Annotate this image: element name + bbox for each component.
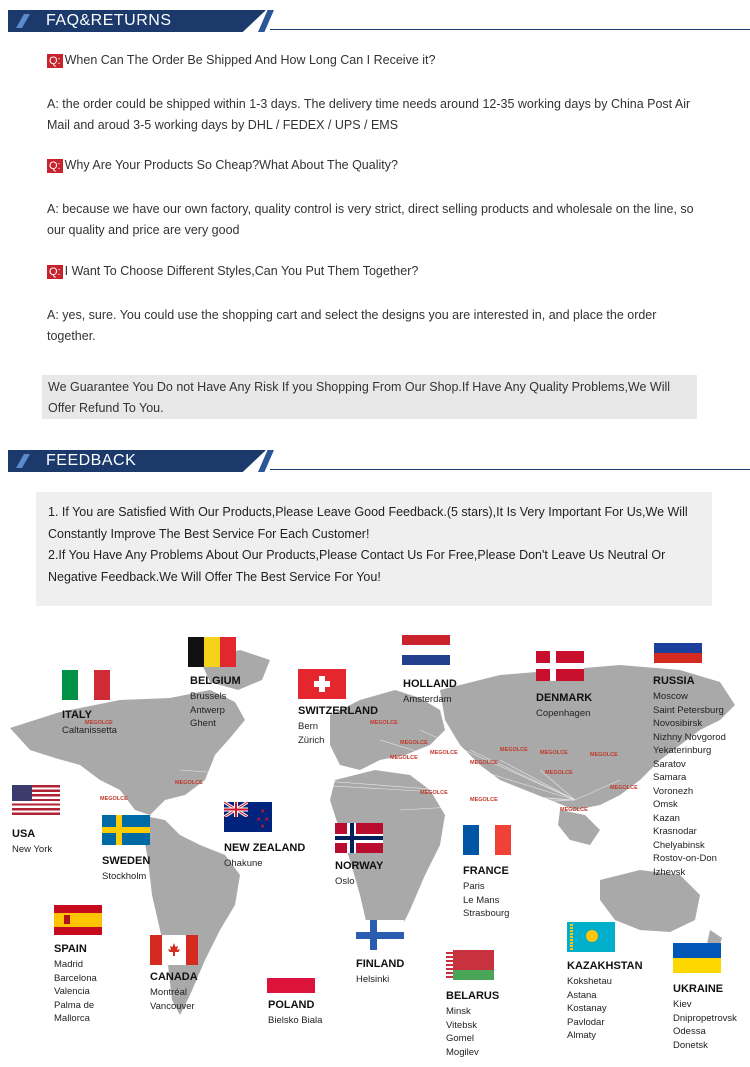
faq-question-2 [47, 158, 398, 173]
question-badge: Q: [49, 160, 61, 172]
route-tag: MEGOLCE [470, 760, 498, 766]
banner-chevron-icon [16, 14, 30, 28]
country-italy: ITALY [62, 709, 92, 721]
cities-new-zealand: Ohakune [224, 858, 263, 869]
canada-flag-icon [150, 935, 198, 965]
route-tag: MEGOLCE [420, 790, 448, 796]
faq-answer-2: A: because we have our own factory, quality control is very strict, direct selling products and wholesale on the line, so our quality and price are very good [47, 202, 694, 237]
cities-denmark: Copenhagen [536, 708, 591, 719]
country-switzerland: SWITZERLAND [298, 705, 379, 717]
route-tag: MEGOLCE [470, 797, 498, 803]
feedback-title: FEEDBACK [46, 452, 137, 469]
guarantee-box: We Guarantee You Do not Have Any Risk If you Shopping From Our Shop.If Have Any Quality Problems,We Will Offer Refund To You. [42, 375, 697, 419]
banner-chevron-icon [16, 454, 30, 468]
route-tag: MEGOLCE [400, 740, 428, 746]
cities-ukraine: Kiev Dnipropetrovsk Odessa Donetsk [673, 999, 737, 1051]
country-kazakhstan: KAZAKHSTAN [567, 960, 643, 972]
sweden-flag-icon [102, 815, 150, 845]
ukraine-flag-icon [673, 943, 721, 973]
world-map [0, 620, 750, 1067]
banner-rule [270, 469, 750, 470]
cities-finland: Helsinki [356, 974, 390, 985]
country-belarus: BELARUS [446, 990, 500, 1002]
faq-banner [8, 10, 750, 32]
route-tag: MEGOLCE [100, 796, 128, 802]
country-norway: NORWAY [335, 860, 384, 872]
cities-spain: Madrid Barcelona Valencia Palma de Mallorca [54, 959, 97, 1024]
route-tag: MEGOLCE [560, 807, 588, 813]
feedback-banner [8, 450, 750, 472]
cities-belgium: Brussels Antwerp Ghent [190, 691, 227, 729]
usa-flag-icon [12, 785, 60, 815]
cities-canada: Montréal Vancouver [150, 987, 195, 1012]
country-holland: HOLLAND [403, 678, 457, 690]
cities-holland: Amsterdam [403, 694, 452, 705]
faq-question-1 [47, 53, 435, 68]
finland-flag-icon [356, 920, 404, 950]
cities-russia: Moscow Saint Petersburg Novosibirsk Nizhny Novgorod Yekaterinburg Saratov Samara Voronezh Omsk Kazan Krasnodar Chelyabinsk Rostov-on-Don Izhevsk [653, 691, 726, 878]
feedback-box [36, 492, 712, 606]
feedback-line-2: 2.If You Have Any Problems About Our Products,Please Contact Us For Free,Please Don't Leave Us Neutral Or Negative Feedback.We Will Offer The Best Service For You! [48, 548, 666, 584]
route-tag: MEGOLCE [545, 770, 573, 776]
faq-question-3 [47, 264, 418, 279]
question-text: When Can The Order Be Shipped And How Long Can I Receive it? [64, 53, 436, 67]
faq-answer-3: A: yes, sure. You could use the shopping cart and select the designs you are interested in, and place the order together. [47, 308, 657, 343]
route-tag: MEGOLCE [85, 720, 113, 726]
russia-flag-icon [654, 633, 702, 663]
country-finland: FINLAND [356, 958, 405, 970]
norway-flag-icon [335, 823, 383, 853]
route-tag: MEGOLCE [540, 750, 568, 756]
country-ukraine: UKRAINE [673, 983, 724, 995]
faq-answer-1: A: the order could be shipped within 1-3 days. The delivery time needs around 12-35 working days by China Post Air Mail and aroud 3-5 working days by DHL / FEDEX / UPS / EMS [47, 97, 691, 132]
country-france: FRANCE [463, 865, 509, 877]
route-tag: MEGOLCE [610, 785, 638, 791]
faq-title: FAQ&RETURNS [46, 12, 172, 29]
cities-sweden: Stockholm [102, 871, 147, 882]
question-badge: Q: [49, 55, 61, 67]
france-flag-icon [463, 825, 511, 855]
new-zealand-flag-icon: ★ ★ ★ ★ [224, 802, 272, 832]
switzerland-flag-icon [298, 669, 346, 699]
holland-flag-icon [402, 635, 450, 665]
cities-norway: Oslo [335, 876, 355, 887]
belarus-flag-icon [446, 950, 494, 980]
italy-flag-icon [62, 670, 110, 700]
route-tag: MEGOLCE [500, 747, 528, 753]
poland-flag-icon [267, 963, 315, 993]
belgium-flag-icon [188, 637, 236, 667]
feedback-line-1: 1. If You are Satisfied With Our Products,Please Leave Good Feedback.(5 stars),It Is Very Important For Us,We Will Constantly Improve The Best Service For Each Customer! [48, 505, 688, 541]
cities-italy: Caltanissetta [62, 725, 117, 736]
country-belgium: BELGIUM [190, 675, 241, 687]
country-spain: SPAIN [54, 943, 87, 955]
cities-switzerland: Bern Zürich [298, 721, 325, 746]
country-denmark: DENMARK [536, 692, 593, 704]
country-russia: RUSSIA [653, 675, 695, 687]
banner-rule [270, 29, 750, 30]
country-canada: CANADA [150, 971, 198, 983]
question-badge: Q: [49, 266, 61, 278]
kazakhstan-flag-icon [567, 922, 615, 952]
route-tag: MEGOLCE [590, 752, 618, 758]
cities-kazakhstan: Kokshetau Astana Kostanay Pavlodar Almaty [567, 976, 612, 1041]
route-tag: MEGOLCE [175, 780, 203, 786]
route-tag: MEGOLCE [390, 755, 418, 761]
route-tag: MEGOLCE [370, 720, 398, 726]
cities-belarus: Minsk Vitebsk Gomel Mogilev [446, 1006, 479, 1058]
country-new-zealand: NEW ZEALAND [224, 842, 306, 854]
spain-flag-icon [54, 905, 102, 935]
cities-poland: Bielsko Biala [268, 1015, 323, 1026]
cities-usa: New York [12, 844, 53, 855]
cities-france: Paris Le Mans Strasbourg [463, 881, 510, 919]
route-tag: MEGOLCE [430, 750, 458, 756]
denmark-flag-icon [536, 651, 584, 681]
question-text: Why Are Your Products So Cheap?What About The Quality? [64, 158, 398, 172]
country-sweden: SWEDEN [102, 855, 151, 867]
country-usa: USA [12, 828, 36, 840]
country-poland: POLAND [268, 999, 315, 1011]
question-text: I Want To Choose Different Styles,Can You Put Them Together? [64, 264, 419, 278]
